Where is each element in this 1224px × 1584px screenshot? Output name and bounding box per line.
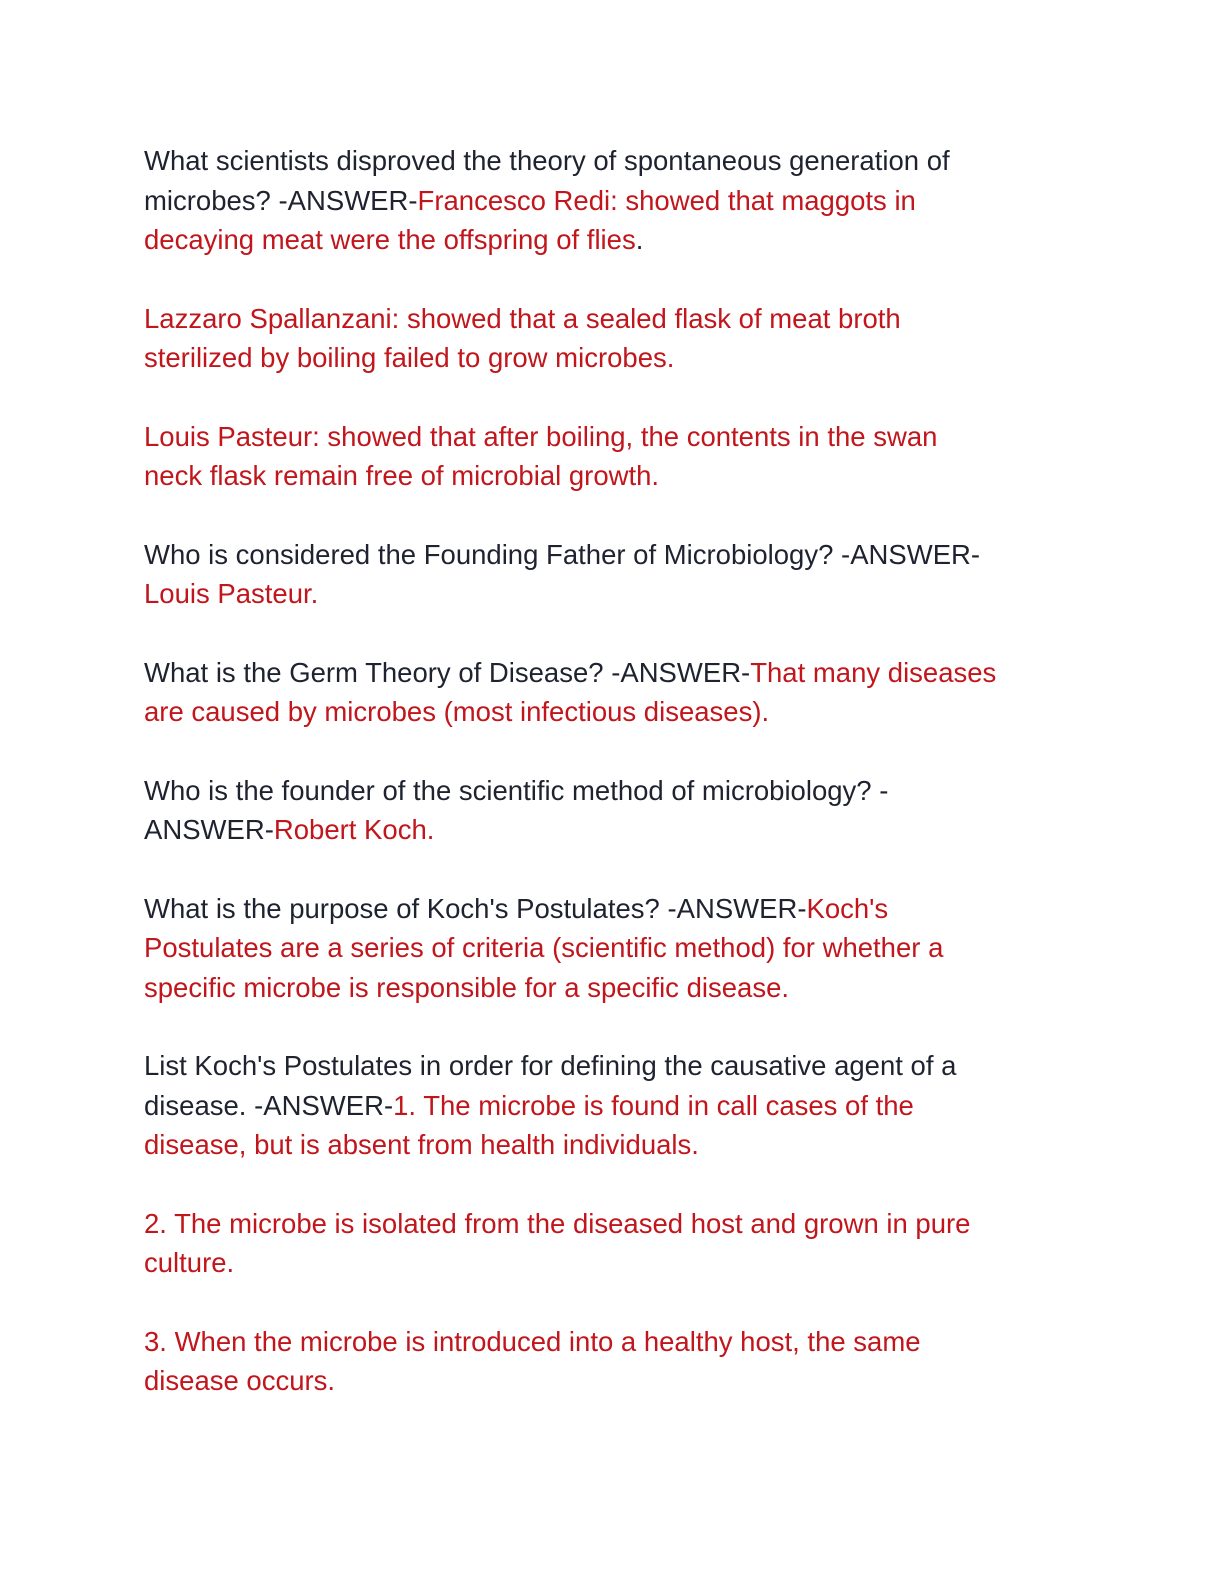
answer-text: 1. The microbe is found in call cases of the — [393, 1089, 914, 1121]
answer-text: 3. When the microbe is introduced into a healthy host, the same — [144, 1325, 921, 1357]
answer-marker: -ANSWER- — [278, 184, 418, 216]
question-line — [144, 141, 1084, 181]
question-answer-line — [144, 1086, 1084, 1126]
question-answer-line — [144, 889, 1084, 929]
question-text: Who is the founder of the scientific method of microbiology? - — [144, 774, 889, 806]
qa-block-koch-list — [144, 1046, 1084, 1165]
document-page — [144, 141, 1084, 1440]
answer-block-pasteur — [144, 417, 1084, 496]
answer-text: That many diseases — [750, 656, 997, 688]
question-text: disease. — [144, 1089, 255, 1121]
answer-text: Koch's — [806, 892, 889, 924]
answer-marker: -ANSWER- — [667, 892, 807, 924]
question-answer-line — [144, 810, 1084, 850]
answer-text: specific microbe is responsible for a specific disease. — [144, 971, 790, 1003]
answer-text: Lazzaro Spallanzani: showed that a sealed flask of meat broth — [144, 302, 901, 334]
question-text: Who is considered the Founding Father of Microbiology? — [144, 538, 842, 570]
question-answer-line — [144, 653, 1084, 693]
question-text: What scientists disproved the theory of spontaneous generation of — [144, 145, 950, 176]
answer-text: Robert Koch. — [273, 814, 435, 845]
qa-block-spontaneous-generation — [144, 141, 1084, 260]
answer-text: 2. The microbe is isolated from the diseased host and grown in pure — [144, 1207, 971, 1239]
answer-line — [144, 220, 1084, 260]
qa-block-scientific-method — [144, 771, 1084, 850]
question-text: List Koch's Postulates in order for defining the causative agent of a — [144, 1050, 957, 1081]
answer-text: disease occurs. — [144, 1365, 336, 1396]
trailing-period: . — [635, 224, 644, 255]
answer-text: decaying meat were the offspring of flies — [144, 224, 636, 255]
answer-marker: -ANSWER- — [611, 656, 751, 688]
answer-text: disease, but is absent from health individuals. — [144, 1129, 699, 1160]
qa-block-germ-theory — [144, 653, 1084, 732]
qa-block-founding-father — [144, 535, 1084, 614]
answer-block-postulate-3 — [144, 1322, 1084, 1401]
answer-text: Postulates are a series of criteria (scientific method) for whether a — [144, 932, 944, 963]
answer-text: are caused by microbes (most infectious diseases). — [144, 696, 770, 727]
question-text: microbes? — [144, 184, 279, 216]
answer-marker: ANSWER- — [144, 814, 274, 845]
question-answer-line — [144, 181, 1084, 221]
answer-text: neck flask remain free of microbial growth. — [144, 460, 660, 491]
question-line — [144, 535, 1084, 575]
answer-text: sterilized by boiling failed to grow microbes. — [144, 342, 675, 373]
answer-text: Louis Pasteur: showed that after boiling, the contents in the swan — [144, 420, 938, 452]
answer-block-postulate-2 — [144, 1204, 1084, 1283]
answer-text: Louis Pasteur. — [144, 578, 319, 609]
qa-block-koch-purpose — [144, 889, 1084, 1008]
answer-marker: -ANSWER- — [841, 538, 981, 570]
answer-text: Francesco Redi: showed that maggots in — [417, 184, 916, 216]
question-text: What is the Germ Theory of Disease? — [144, 656, 612, 688]
answer-block-spallanzani — [144, 299, 1084, 378]
question-text: What is the purpose of Koch's Postulates? — [144, 892, 668, 924]
answer-text: culture. — [144, 1247, 235, 1278]
answer-marker: -ANSWER- — [254, 1089, 394, 1121]
